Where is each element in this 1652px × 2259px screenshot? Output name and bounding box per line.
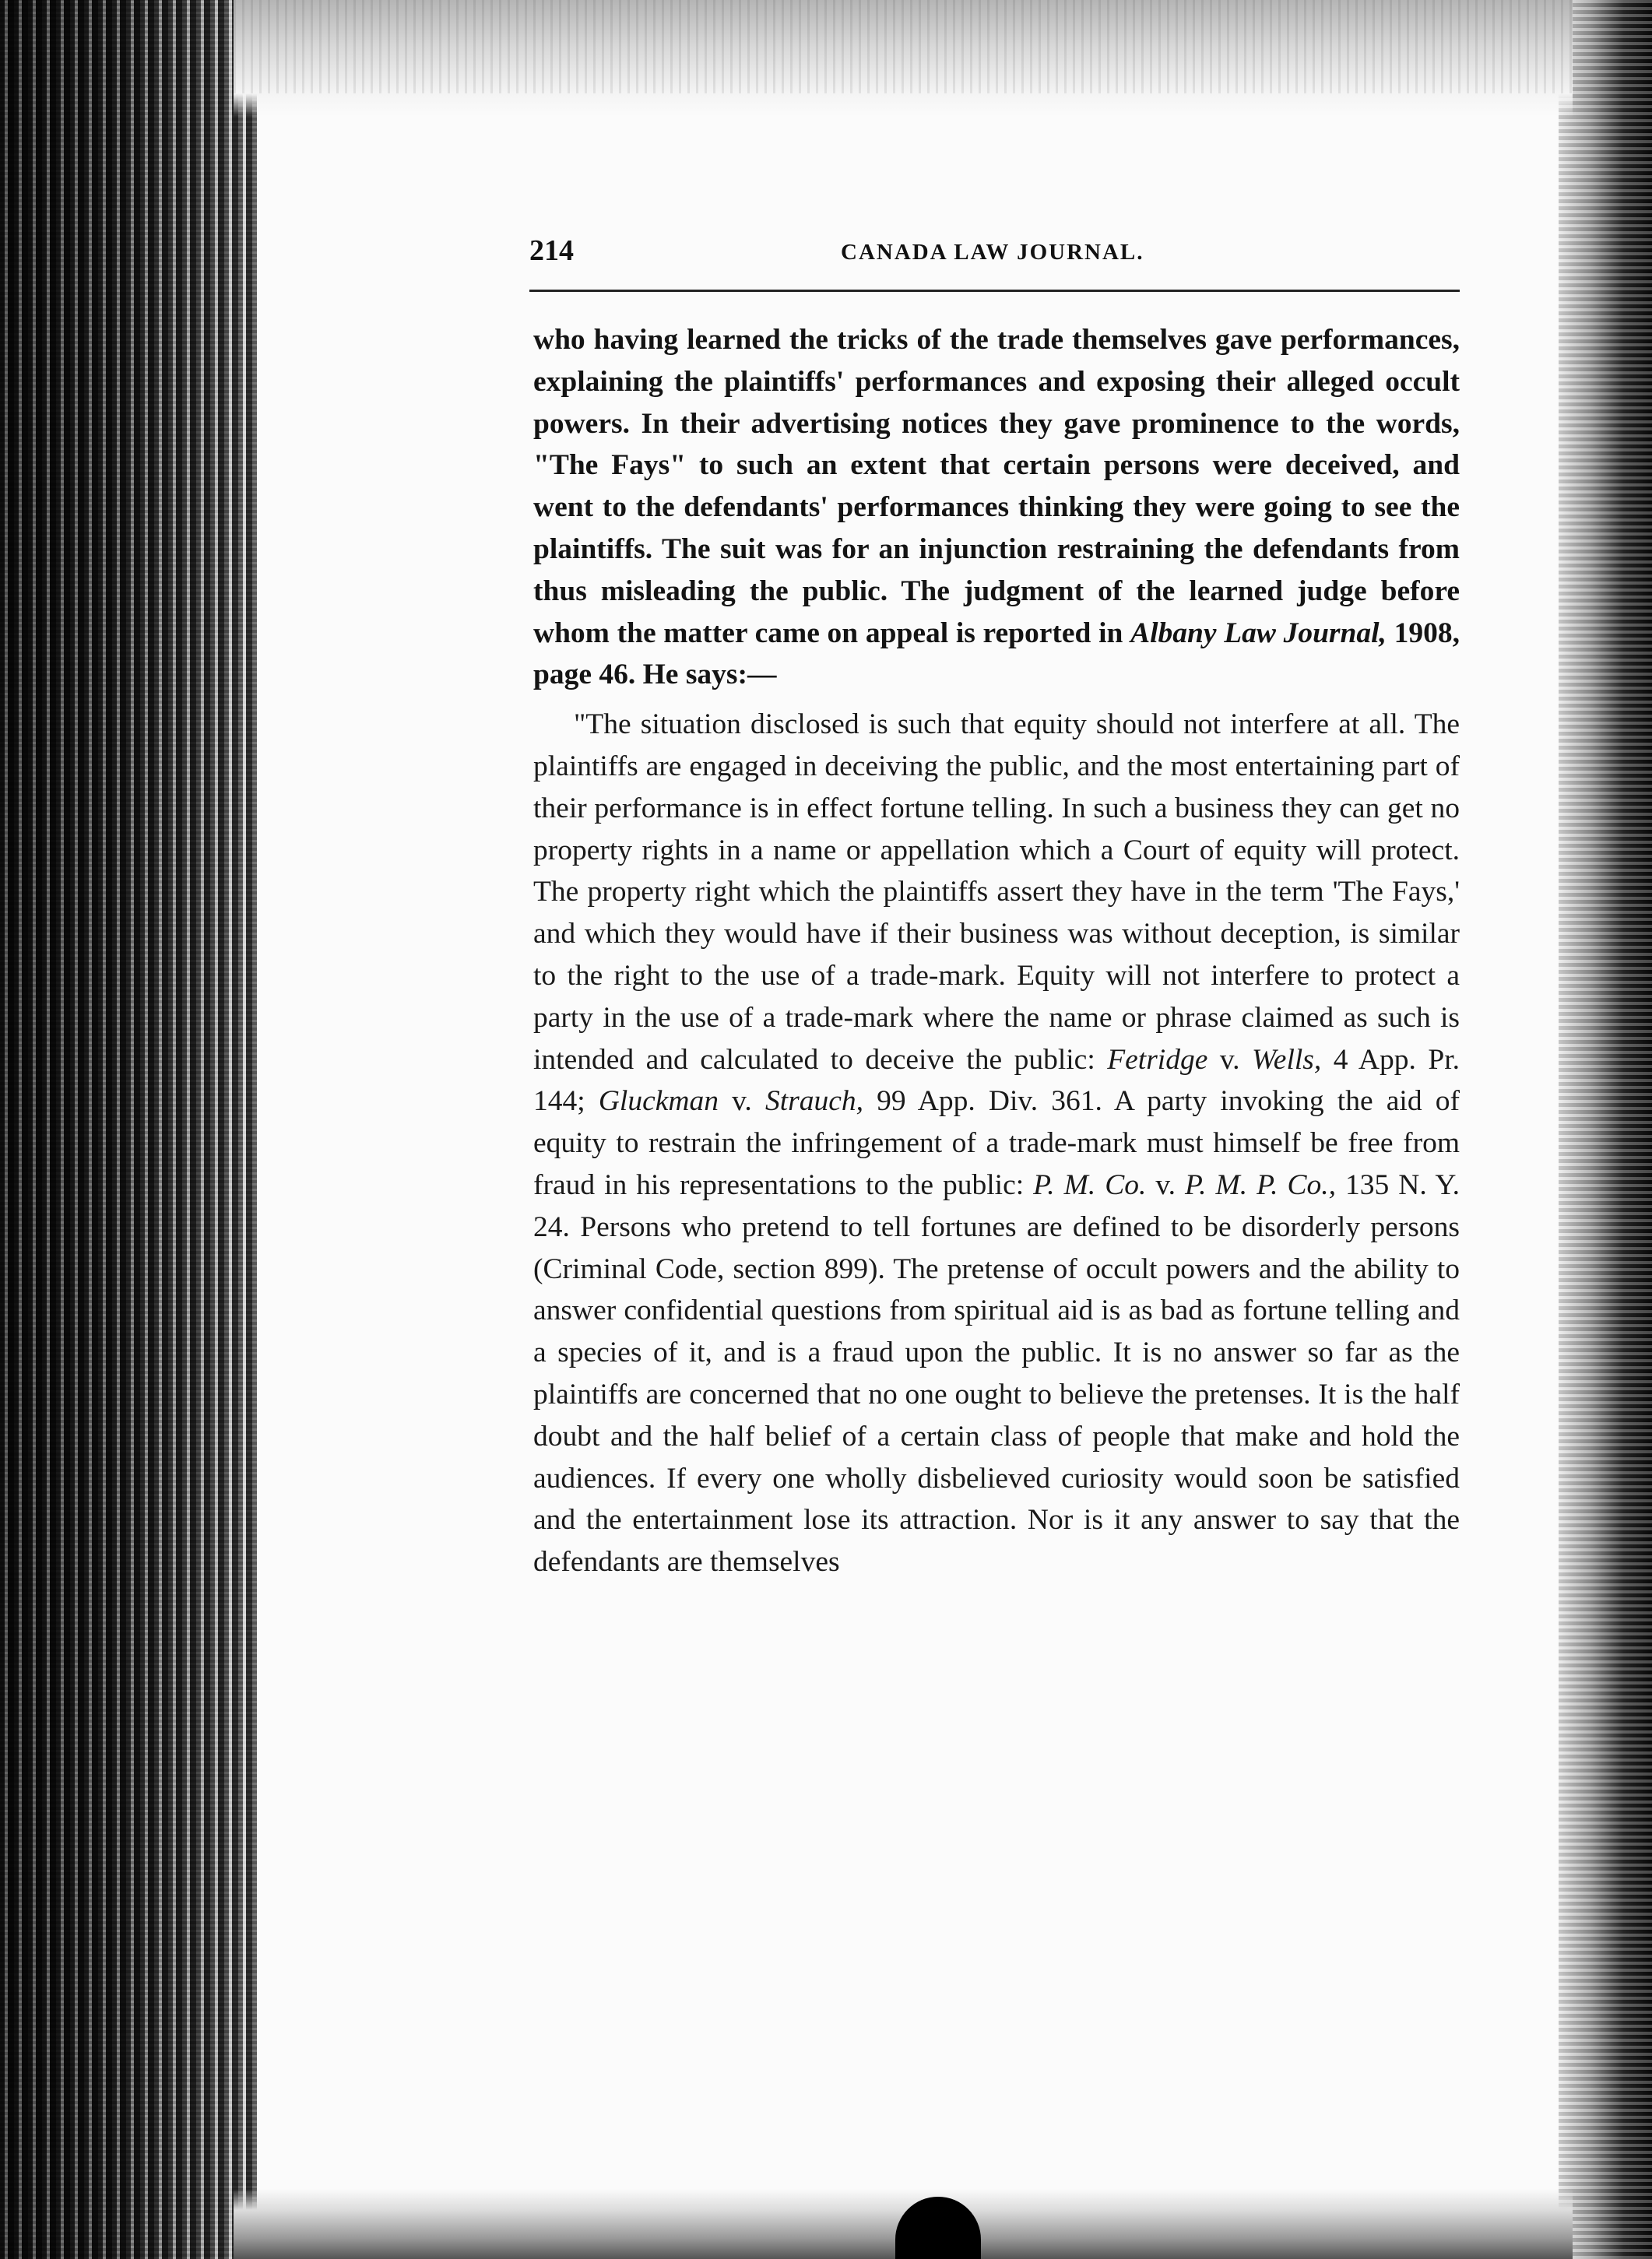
header-rule	[529, 290, 1460, 292]
case-name: Gluckman	[598, 1085, 719, 1118]
case-name: Fetridge	[1107, 1043, 1208, 1076]
journal-title: Albany Law Journal,	[1130, 617, 1387, 649]
versus: v.	[1146, 1168, 1186, 1201]
running-head: CANADA LAW JOURNAL.	[841, 240, 1144, 265]
page-top-edge-texture	[234, 0, 1573, 93]
case-name: Wells,	[1252, 1043, 1322, 1076]
quoted-judgment	[533, 704, 1460, 1583]
page-right-edge-texture	[1559, 0, 1652, 2259]
citation: 99 App. Div. 361. A party invoking the aid of equity to restrain the infringement of a trade-mark must himself be free from fraud in his representations to the public:	[533, 1085, 1460, 1201]
case-name: Strauch,	[764, 1085, 864, 1118]
lead-text-2: 1908, page 46. He says:—	[533, 617, 1460, 691]
versus: v.	[718, 1085, 765, 1118]
quote-text-2: 135 N. Y. 24. Persons who pretend to tell fortunes are defined to be disorderly persons (Criminal Code, section 899). The pretense of occult powers and the ability to answer confidential questions from spiritual aid is as bad as fortune telling and a species of it, and is a fraud upon the public. It is no answer so far as the plaintiffs are concerned that no one ought to believe the pretenses. It is the half doubt and the half belief of a certain class of people that make and hold the audiences. If every one wholly disbelieved curiosity would soon be satisfied and the entertainment lose its attraction. Nor is it any answer to say that the defendants are themselves	[533, 1168, 1460, 1579]
quote-text-1: "The situation disclosed is such that equity should not interfere at all. The plaintiffs are engaged in deceiving the public, and the most entertaining part of their performance is in effect fortune telling. In such a business they can get no property rights in a name or appellation which a Court of equity will protect. The property right which the plaintiffs assert they have in the term 'The Fays,' and which they would have if their business was without deception, is similar to the right to the use of a trade-mark. Equity will not interfere to protect a party in the use of a trade-mark where the name or phrase claimed as such is intended and calculated to deceive the public:	[533, 708, 1460, 1076]
page-header	[529, 234, 1464, 280]
lead-text-1: who having learned the tricks of the trade themselves gave performances, explaining the plaintiffs' performances and exposing their alleged occult powers. In their advertising notices they gave prominence to the words, "The Fays" to such an extent that certain persons were deceived, and went to the defendants' performances thinking they were going to see the plaintiffs. The suit was for an injunction restraining the defendants from thus misleading the public. The judgment of the learned judge before whom the matter came on appeal is reported in	[533, 324, 1460, 649]
page-number: 214	[529, 234, 574, 267]
case-name: P. M. P. Co.,	[1185, 1168, 1337, 1201]
body-text	[533, 319, 1460, 1583]
versus: v.	[1207, 1043, 1253, 1076]
binding-texture	[0, 0, 257, 2259]
case-name: P. M. Co.	[1033, 1168, 1147, 1201]
citation: 4 App. Pr. 144;	[533, 1043, 1460, 1118]
lead-paragraph	[533, 319, 1460, 696]
